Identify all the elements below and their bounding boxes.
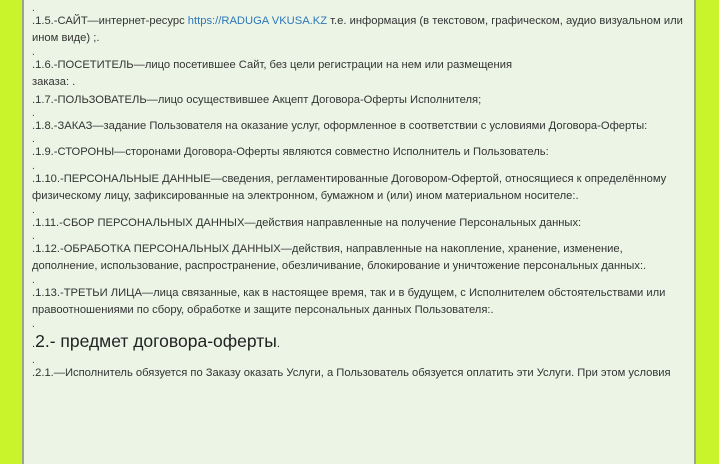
separator-dot: . (32, 46, 35, 58)
separator-dot: . (32, 274, 35, 286)
document-content (32, 4, 688, 382)
term-user: .1.7.-ПОЛЬЗОВАТЕЛЬ—лицо осуществившее Акцепт Договора-Оферты Исполнителя; (32, 93, 482, 106)
section-heading-title: 2.- предмет договора-оферты (35, 330, 277, 351)
separator-dot: . (32, 134, 35, 146)
separator-dot: . (32, 354, 35, 366)
term-site (32, 13, 688, 48)
term-visitor-continuation: заказа: . (32, 76, 76, 89)
section-heading-lead-dot: . (32, 337, 36, 350)
term-visitor: .1.6.-ПОСЕТИТЕЛЬ—лицо посетившее Сайт, без цели регистрации на нем или размещения (32, 58, 513, 71)
separator-dot: . (32, 231, 35, 243)
separator-dot: . (32, 3, 35, 14)
clause-2-1: .2.1.—Исполнитель обязуется по Заказу оказать Услуги, а Пользователь обязуется оплатить эти Услуги. При этом условия (32, 366, 671, 379)
term-third-parties: .1.13.-ТРЕТЬИ ЛИЦА—лица связанные, как в настоящее время, так и в будущем, с Исполнителем обстоятельствами или правоотношениями по сбору, обработке и защите персональных данных Пользователя:. (32, 286, 666, 317)
separator-dot: . (32, 108, 35, 120)
section-heading (32, 329, 688, 356)
term-site-suffix: т.е. информация (в текстовом, графическом, аудио визуальном или ином виде) ;. (32, 15, 683, 45)
document-page (22, 0, 696, 464)
term-personal-data: .1.10.-ПЕРСОНАЛЬНЫЕ ДАННЫЕ—сведения, регламентированные Договором-Офертой, относящиеся к определённому физическому лицу, зафиксированные на электронном, бумажном и (или) ином материальном носителе:. (32, 172, 667, 203)
term-site-text: .1.5.-САЙТ—интернет-ресурс (32, 15, 188, 27)
term-data-processing: .1.12.-ОБРАБОТКА ПЕРСОНАЛЬНЫХ ДАННЫХ—действия, направленные на накопление, хранение, изменение, дополнение, использование, распространение, обезличивание, блокирование и уничтожение персональных данных:. (32, 243, 647, 273)
separator-dot: . (32, 204, 35, 216)
term-parties: .1.9.-СТОРОНЫ—сторонами Договора-Оферты являются совместно Исполнитель и Пользователь: (32, 146, 549, 159)
term-order: .1.8.-ЗАКАЗ—задание Пользователя на оказание услуг, оформленное в соответствии с условиями Договора-Оферты: (32, 120, 648, 133)
separator-dot: . (32, 318, 35, 330)
separator-dot: . (32, 160, 35, 172)
term-data-collection: .1.11.-СБОР ПЕРСОНАЛЬНЫХ ДАННЫХ—действия направленные на получение Персональных данных: (32, 216, 582, 229)
site-link[interactable]: https://RADUGA VKUSA.KZ (187, 15, 328, 27)
section-heading-tail-dot: . (276, 337, 280, 350)
